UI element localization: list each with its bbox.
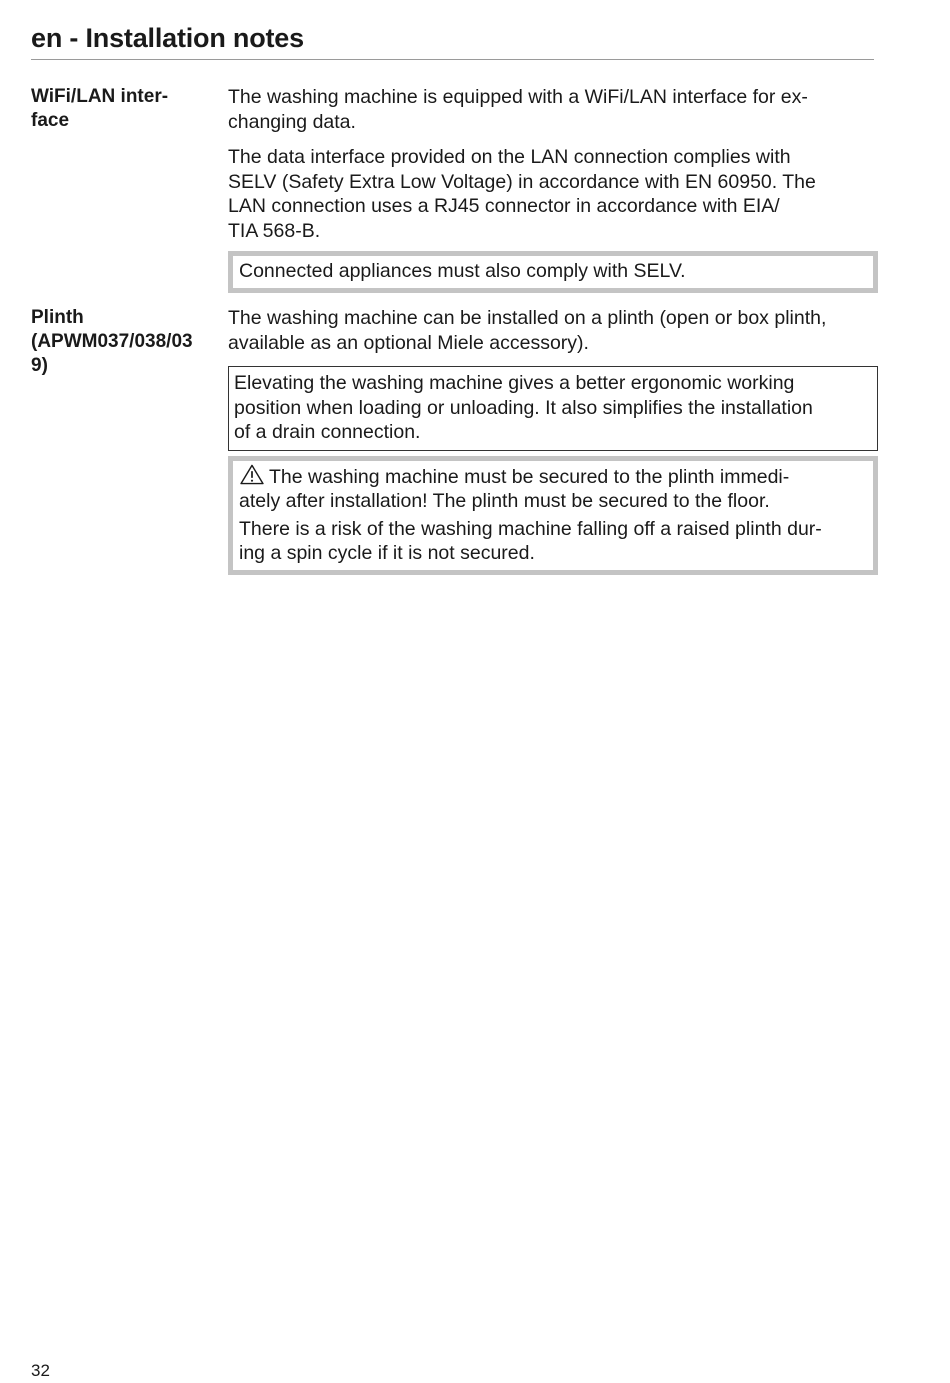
section-wifi-lan	[31, 85, 878, 295]
paragraph-plinth: The washing machine can be installed on a plinth (open or box plinth, available as an optional Miele accessory).	[228, 307, 827, 354]
warning-text-selv: Connected appliances must also comply with SELV.	[239, 260, 686, 282]
note-box-ergonomic: Elevating the washing machine gives a better ergonomic working position when loading or unloading. It also simplifies the installation of a drain connection.	[228, 366, 878, 451]
warning-box-plinth	[228, 456, 878, 575]
section-label-wifi-lan: WiFi/LAN inter- face	[31, 86, 169, 131]
warning-text-risk: There is a risk of the washing machine falling off a raised plinth dur- ing a spin cycle if it is not secured.	[239, 517, 822, 564]
warning-box-selv	[228, 251, 878, 293]
section-label-plinth: Plinth (APWM037/038/03 9)	[31, 307, 193, 376]
section-plinth	[31, 306, 878, 586]
warning-text-secure: The washing machine must be secured to the plinth immedi- ately after installation! The plinth must be secured to the floor.	[239, 465, 790, 512]
section-body-plinth	[228, 306, 878, 583]
section-body-wifi-lan	[228, 85, 878, 301]
paragraph-lan-selv: The data interface provided on the LAN connection complies with SELV (Safety Extra Low Voltage) in accordance with EN 60950. The LAN connection uses a RJ45 connector in accordance with EIA/ TIA 568-B.	[228, 146, 816, 242]
page-title: en - Installation notes	[31, 23, 304, 53]
warning-triangle-icon	[239, 464, 265, 485]
warning-line-secure	[239, 464, 867, 514]
paragraph-wifi-interface: The washing machine is equipped with a WiFi/LAN interface for ex- changing data.	[228, 86, 808, 133]
title-divider	[31, 59, 874, 60]
page-number: 32	[31, 1361, 50, 1380]
